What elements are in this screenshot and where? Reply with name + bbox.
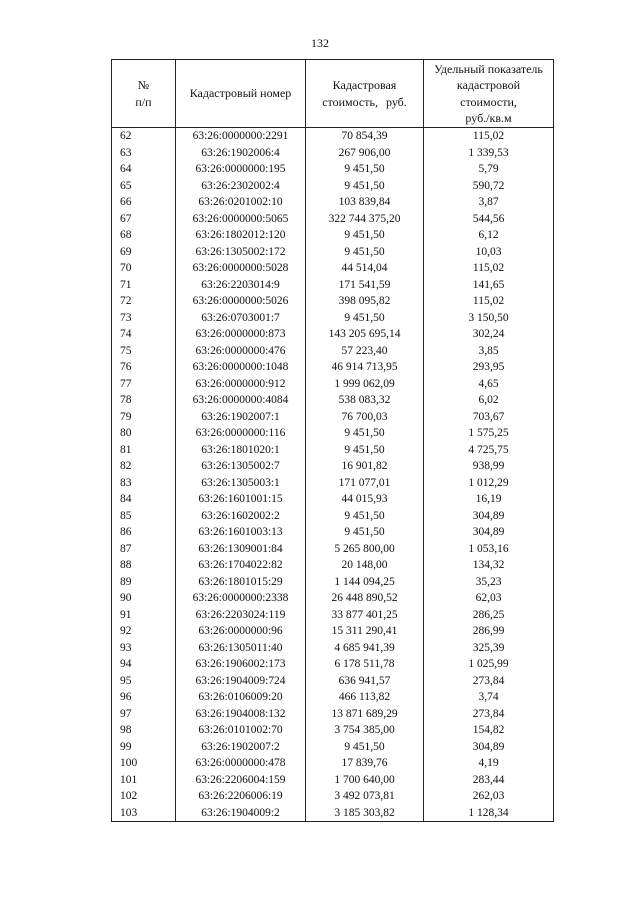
cadastral-number-cell: 63:26:1902006:4 — [176, 145, 306, 162]
cadastral-cost-cell: 76 700,03 — [306, 409, 424, 426]
specific-indicator-cell: 1 339,53 — [424, 145, 554, 162]
cadastral-number-cell: 63:26:1305002:7 — [176, 458, 306, 475]
row-number-cell: 99 — [112, 739, 176, 756]
specific-indicator-cell: 703,67 — [424, 409, 554, 426]
row-number-cell: 90 — [112, 590, 176, 607]
specific-indicator-cell: 3 150,50 — [424, 310, 554, 327]
cadastral-number-cell: 63:26:2203014:9 — [176, 277, 306, 294]
cadastral-number-cell: 63:26:0000000:96 — [176, 623, 306, 640]
table-row — [112, 739, 554, 756]
cadastral-number-cell: 63:26:0000000:5065 — [176, 211, 306, 228]
cadastral-cost-cell: 1 700 640,00 — [306, 772, 424, 789]
row-number-cell: 102 — [112, 788, 176, 805]
header-cadastral-number — [176, 60, 306, 128]
row-number-cell: 88 — [112, 557, 176, 574]
cadastral-number-cell: 63:26:1801020:1 — [176, 442, 306, 459]
table-row — [112, 310, 554, 327]
cadastral-number-cell: 63:26:1704022:82 — [176, 557, 306, 574]
row-number-cell: 95 — [112, 673, 176, 690]
specific-indicator-cell: 6,12 — [424, 227, 554, 244]
row-number-cell: 81 — [112, 442, 176, 459]
cadastral-number-cell: 63:26:0106009:20 — [176, 689, 306, 706]
cadastral-cost-cell: 20 148,00 — [306, 557, 424, 574]
cadastral-cost-cell: 44 514,04 — [306, 260, 424, 277]
cadastral-number-cell: 63:26:0000000:4084 — [176, 392, 306, 409]
table-row — [112, 689, 554, 706]
table-row — [112, 458, 554, 475]
cadastral-number-cell: 63:26:0000000:2338 — [176, 590, 306, 607]
specific-indicator-cell: 16,19 — [424, 491, 554, 508]
table-row — [112, 607, 554, 624]
row-number-cell: 91 — [112, 607, 176, 624]
cadastral-number-cell: 63:26:1902007:1 — [176, 409, 306, 426]
table-row — [112, 376, 554, 393]
specific-indicator-cell: 62,03 — [424, 590, 554, 607]
cadastral-number-cell: 63:26:1601001:15 — [176, 491, 306, 508]
header-cadastral-cost — [306, 60, 424, 128]
specific-indicator-cell: 3,87 — [424, 194, 554, 211]
cadastral-number-cell: 63:26:0000000:478 — [176, 755, 306, 772]
row-number-cell: 76 — [112, 359, 176, 376]
specific-indicator-cell: 5,79 — [424, 161, 554, 178]
cadastral-number-cell: 63:26:2203024:119 — [176, 607, 306, 624]
cadastral-number-cell: 63:26:0201002:10 — [176, 194, 306, 211]
table-row — [112, 359, 554, 376]
row-number-cell: 63 — [112, 145, 176, 162]
row-number-cell: 68 — [112, 227, 176, 244]
specific-indicator-cell: 4,65 — [424, 376, 554, 393]
cadastral-number-cell: 63:26:1601003:13 — [176, 524, 306, 541]
table-row — [112, 409, 554, 426]
specific-indicator-cell: 325,39 — [424, 640, 554, 657]
cadastral-cost-cell: 17 839,76 — [306, 755, 424, 772]
header-cost-line2: стоимость, — [322, 94, 378, 109]
row-number-cell: 100 — [112, 755, 176, 772]
header-cost-unit: руб. — [385, 94, 407, 109]
header-specific-indicator — [424, 60, 554, 128]
cadastral-cost-cell: 33 877 401,25 — [306, 607, 424, 624]
cadastral-cost-cell: 9 451,50 — [306, 161, 424, 178]
header-specific-line3: стоимости, — [460, 94, 517, 109]
row-number-cell: 85 — [112, 508, 176, 525]
row-number-cell: 92 — [112, 623, 176, 640]
row-number-cell: 87 — [112, 541, 176, 558]
row-number-cell: 69 — [112, 244, 176, 261]
table-row — [112, 293, 554, 310]
header-cost-line1: Кадастровая — [332, 78, 397, 93]
specific-indicator-cell: 1 128,34 — [424, 805, 554, 822]
specific-indicator-cell: 3,74 — [424, 689, 554, 706]
table-row — [112, 161, 554, 178]
cadastral-number-cell: 63:26:1904008:132 — [176, 706, 306, 723]
cadastral-cost-cell: 46 914 713,95 — [306, 359, 424, 376]
row-number-cell: 96 — [112, 689, 176, 706]
cadastral-cost-cell: 9 451,50 — [306, 425, 424, 442]
table-row — [112, 508, 554, 525]
cadastral-number-cell: 63:26:1904009:724 — [176, 673, 306, 690]
cadastral-number-cell: 63:26:0000000:2291 — [176, 128, 306, 145]
specific-indicator-cell: 4,19 — [424, 755, 554, 772]
cadastral-cost-cell: 1 144 094,25 — [306, 574, 424, 591]
specific-indicator-cell: 154,82 — [424, 722, 554, 739]
specific-indicator-cell: 262,03 — [424, 788, 554, 805]
specific-indicator-cell: 304,89 — [424, 524, 554, 541]
cadastral-number-cell: 63:26:0703001:7 — [176, 310, 306, 327]
cadastral-number-cell: 63:26:2206004:159 — [176, 772, 306, 789]
table-row — [112, 623, 554, 640]
table-row — [112, 392, 554, 409]
row-number-cell: 73 — [112, 310, 176, 327]
cadastral-cost-cell: 9 451,50 — [306, 227, 424, 244]
specific-indicator-cell: 293,95 — [424, 359, 554, 376]
row-number-cell: 74 — [112, 326, 176, 343]
cadastral-cost-cell: 9 451,50 — [306, 244, 424, 261]
table-row — [112, 442, 554, 459]
row-number-cell: 84 — [112, 491, 176, 508]
specific-indicator-cell: 304,89 — [424, 739, 554, 756]
table-row — [112, 128, 554, 145]
cadastral-cost-cell: 3 185 303,82 — [306, 805, 424, 822]
table-row — [112, 640, 554, 657]
cadastral-cost-cell: 6 178 511,78 — [306, 656, 424, 673]
specific-indicator-cell: 1 575,25 — [424, 425, 554, 442]
table-row — [112, 805, 554, 822]
row-number-cell: 62 — [112, 128, 176, 145]
table-row — [112, 524, 554, 541]
row-number-cell: 67 — [112, 211, 176, 228]
specific-indicator-cell: 115,02 — [424, 260, 554, 277]
specific-indicator-cell: 544,56 — [424, 211, 554, 228]
table-row — [112, 706, 554, 723]
row-number-cell: 77 — [112, 376, 176, 393]
row-number-cell: 86 — [112, 524, 176, 541]
header-specific-line2: кадастровой — [456, 78, 521, 93]
cadastral-number-cell: 63:26:0000000:476 — [176, 343, 306, 360]
specific-indicator-cell: 35,23 — [424, 574, 554, 591]
specific-indicator-cell: 141,65 — [424, 277, 554, 294]
row-number-cell: 80 — [112, 425, 176, 442]
header-number-abbrev: п/п — [135, 94, 152, 109]
row-number-cell: 65 — [112, 178, 176, 195]
cadastral-number-cell: 63:26:1602002:2 — [176, 508, 306, 525]
row-number-cell: 75 — [112, 343, 176, 360]
cadastral-cost-cell: 57 223,40 — [306, 343, 424, 360]
cadastral-cost-cell: 398 095,82 — [306, 293, 424, 310]
header-cadastral-number-label: Кадастровый номер — [189, 86, 292, 101]
row-number-cell: 98 — [112, 722, 176, 739]
row-number-cell: 72 — [112, 293, 176, 310]
cadastral-number-cell: 63:26:1309001:84 — [176, 541, 306, 558]
row-number-cell: 101 — [112, 772, 176, 789]
row-number-cell: 93 — [112, 640, 176, 657]
table-row — [112, 673, 554, 690]
cadastral-cost-cell: 143 205 695,14 — [306, 326, 424, 343]
table-row — [112, 755, 554, 772]
specific-indicator-cell: 590,72 — [424, 178, 554, 195]
table-row — [112, 194, 554, 211]
table-row — [112, 557, 554, 574]
row-number-cell: 64 — [112, 161, 176, 178]
cadastral-cost-cell: 267 906,00 — [306, 145, 424, 162]
cadastral-number-cell: 63:26:2206006:19 — [176, 788, 306, 805]
table-row — [112, 178, 554, 195]
table-row — [112, 277, 554, 294]
table-row — [112, 425, 554, 442]
cadastral-cost-cell: 9 451,50 — [306, 524, 424, 541]
row-number-cell: 79 — [112, 409, 176, 426]
header-row-number — [112, 60, 176, 128]
specific-indicator-cell: 304,89 — [424, 508, 554, 525]
cadastral-cost-cell: 16 901,82 — [306, 458, 424, 475]
cadastral-cost-cell: 9 451,50 — [306, 310, 424, 327]
table-row — [112, 574, 554, 591]
cadastral-number-cell: 63:26:1906002:173 — [176, 656, 306, 673]
cadastral-cost-cell: 171 077,01 — [306, 475, 424, 492]
row-number-cell: 94 — [112, 656, 176, 673]
cadastral-cost-cell: 3 492 073,81 — [306, 788, 424, 805]
specific-indicator-cell: 286,99 — [424, 623, 554, 640]
table-row — [112, 541, 554, 558]
specific-indicator-cell: 115,02 — [424, 128, 554, 145]
row-number-cell: 89 — [112, 574, 176, 591]
specific-indicator-cell: 134,32 — [424, 557, 554, 574]
specific-indicator-cell: 4 725,75 — [424, 442, 554, 459]
cadastral-number-cell: 63:26:2302002:4 — [176, 178, 306, 195]
cadastral-number-cell: 63:26:1305011:40 — [176, 640, 306, 657]
row-number-cell: 70 — [112, 260, 176, 277]
cadastral-number-cell: 63:26:1305003:1 — [176, 475, 306, 492]
row-number-cell: 83 — [112, 475, 176, 492]
cadastral-cost-cell: 44 015,93 — [306, 491, 424, 508]
specific-indicator-cell: 302,24 — [424, 326, 554, 343]
row-number-cell: 66 — [112, 194, 176, 211]
cadastral-cost-cell: 466 113,82 — [306, 689, 424, 706]
specific-indicator-cell: 1 025,99 — [424, 656, 554, 673]
row-number-cell: 103 — [112, 805, 176, 822]
cadastral-number-cell: 63:26:0000000:195 — [176, 161, 306, 178]
specific-indicator-cell: 6,02 — [424, 392, 554, 409]
table-body — [112, 128, 554, 822]
specific-indicator-cell: 10,03 — [424, 244, 554, 261]
cadastral-cost-cell: 13 871 689,29 — [306, 706, 424, 723]
row-number-cell: 97 — [112, 706, 176, 723]
specific-indicator-cell: 1 053,16 — [424, 541, 554, 558]
cadastral-cost-cell: 3 754 385,00 — [306, 722, 424, 739]
cadastral-cost-cell: 9 451,50 — [306, 442, 424, 459]
cadastral-cost-cell: 9 451,50 — [306, 508, 424, 525]
row-number-cell: 82 — [112, 458, 176, 475]
table-row — [112, 343, 554, 360]
table-row — [112, 211, 554, 228]
table-row — [112, 788, 554, 805]
cadastral-number-cell: 63:26:0000000:912 — [176, 376, 306, 393]
table-row — [112, 772, 554, 789]
cadastral-cost-cell: 103 839,84 — [306, 194, 424, 211]
cadastral-cost-cell: 5 265 800,00 — [306, 541, 424, 558]
table-row — [112, 260, 554, 277]
header-specific-line4: руб./кв.м — [465, 110, 512, 125]
cadastral-cost-cell: 70 854,39 — [306, 128, 424, 145]
cadastral-cost-cell: 9 451,50 — [306, 739, 424, 756]
cadastral-number-cell: 63:26:0000000:5026 — [176, 293, 306, 310]
cadastral-number-cell: 63:26:0000000:5028 — [176, 260, 306, 277]
header-specific-line1: Удельный показатель — [434, 62, 543, 77]
cadastral-cost-cell: 9 451,50 — [306, 178, 424, 195]
cadastral-number-cell: 63:26:0000000:1048 — [176, 359, 306, 376]
table-row — [112, 491, 554, 508]
cadastral-number-cell: 63:26:1802012:120 — [176, 227, 306, 244]
cadastral-cost-cell: 322 744 375,20 — [306, 211, 424, 228]
table-header — [112, 60, 554, 128]
cadastral-cost-cell: 171 541,59 — [306, 277, 424, 294]
table-row — [112, 244, 554, 261]
specific-indicator-cell: 286,25 — [424, 607, 554, 624]
table-row — [112, 475, 554, 492]
specific-indicator-cell: 938,99 — [424, 458, 554, 475]
cadastral-number-cell: 63:26:1902007:2 — [176, 739, 306, 756]
header-number-sign: № — [137, 78, 150, 93]
cadastral-cost-cell: 1 999 062,09 — [306, 376, 424, 393]
table-row — [112, 227, 554, 244]
cadastral-number-cell: 63:26:0101002:70 — [176, 722, 306, 739]
cadastral-cost-cell: 4 685 941,39 — [306, 640, 424, 657]
cadastral-number-cell: 63:26:0000000:116 — [176, 425, 306, 442]
table-row — [112, 590, 554, 607]
cadastral-value-table — [111, 59, 554, 822]
specific-indicator-cell: 115,02 — [424, 293, 554, 310]
table-row — [112, 656, 554, 673]
row-number-cell: 78 — [112, 392, 176, 409]
specific-indicator-cell: 273,84 — [424, 673, 554, 690]
cadastral-number-cell: 63:26:1801015:29 — [176, 574, 306, 591]
cadastral-number-cell: 63:26:0000000:873 — [176, 326, 306, 343]
row-number-cell: 71 — [112, 277, 176, 294]
cadastral-cost-cell: 26 448 890,52 — [306, 590, 424, 607]
specific-indicator-cell: 283,44 — [424, 772, 554, 789]
specific-indicator-cell: 273,84 — [424, 706, 554, 723]
page-number: 132 — [311, 36, 329, 50]
table-row — [112, 326, 554, 343]
cadastral-number-cell: 63:26:1904009:2 — [176, 805, 306, 822]
specific-indicator-cell: 1 012,29 — [424, 475, 554, 492]
cadastral-cost-cell: 538 083,32 — [306, 392, 424, 409]
table-row — [112, 722, 554, 739]
cadastral-cost-cell: 15 311 290,41 — [306, 623, 424, 640]
header-row — [112, 60, 554, 128]
cadastral-cost-cell: 636 941,57 — [306, 673, 424, 690]
specific-indicator-cell: 3,85 — [424, 343, 554, 360]
cadastral-number-cell: 63:26:1305002:172 — [176, 244, 306, 261]
table-row — [112, 145, 554, 162]
